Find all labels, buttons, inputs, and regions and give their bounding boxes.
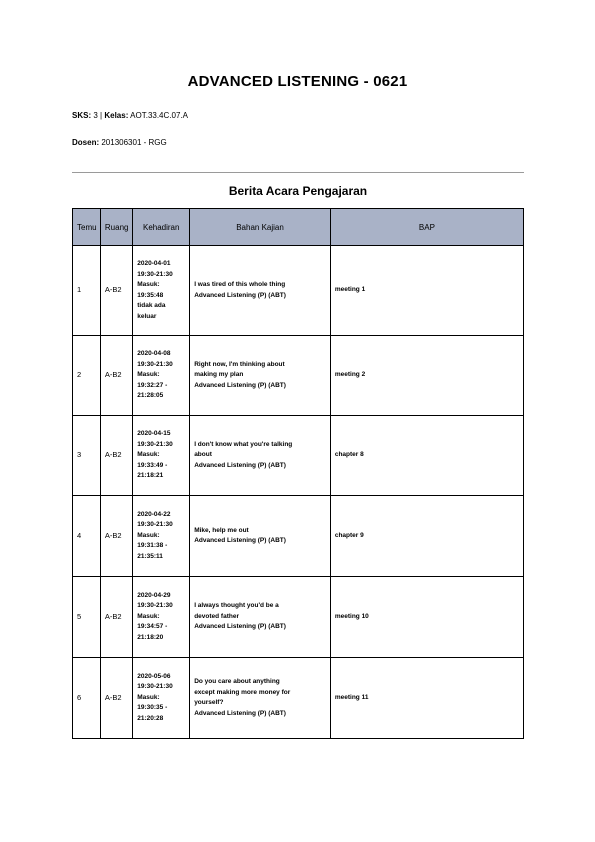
cell-bahan-kajian-line: Advanced Listening (P) (ABT) — [194, 623, 286, 631]
table-row — [73, 496, 524, 577]
cell-kehadiran-line: 21:35:11 — [137, 552, 163, 560]
cell-bap: chapter 8 — [330, 416, 523, 496]
cell-kehadiran — [133, 336, 190, 416]
cell-bahan-kajian-line: Advanced Listening (P) (ABT) — [194, 291, 286, 299]
cell-temu: 1 — [73, 246, 101, 336]
cell-ruang: A-B2 — [100, 336, 132, 416]
cell-kehadiran-line: 19:30:35 - — [137, 704, 168, 712]
cell-kehadiran — [133, 658, 190, 739]
info-separator: | — [100, 111, 103, 120]
cell-bahan-kajian-line: Mike, help me out — [194, 526, 249, 534]
cell-kehadiran-line: 19:34:57 - — [137, 623, 168, 631]
cell-kehadiran-line: keluar — [137, 312, 157, 320]
cell-temu: 5 — [73, 577, 101, 658]
cell-bahan-kajian-line: I was tired of this whole thing — [194, 281, 286, 288]
cell-bahan-kajian-line: I always thought you'd be a — [194, 602, 279, 610]
table-row — [73, 246, 524, 336]
cell-ruang: A-B2 — [100, 577, 132, 658]
dosen-label: Dosen: — [72, 138, 100, 147]
cell-kehadiran-line: 21:18:20 — [137, 633, 164, 641]
bap-table — [72, 208, 524, 739]
cell-bahan-kajian-line: Do you care about anything — [194, 678, 280, 685]
cell-bahan-kajian-line: Advanced Listening (P) (ABT) — [194, 537, 286, 544]
cell-kehadiran-line: 21:18:21 — [137, 472, 164, 480]
cell-ruang: A-B2 — [100, 416, 132, 496]
cell-bahan-kajian — [190, 496, 331, 577]
table-row — [73, 577, 524, 658]
cell-kehadiran-line: Masuk: — [137, 693, 160, 701]
column-header-bap: BAP — [330, 209, 523, 246]
cell-bap: chapter 9 — [330, 496, 523, 577]
kelas-label: Kelas: — [104, 111, 129, 120]
cell-kehadiran-line: 2020-05-06 — [137, 672, 171, 680]
page-title: ADVANCED LISTENING - 0621 — [187, 73, 408, 90]
table-row — [73, 416, 524, 496]
cell-kehadiran-line: 19:30-21:30 — [137, 440, 173, 448]
cell-bahan-kajian — [190, 416, 331, 496]
cell-kehadiran-line: Masuk: — [137, 612, 160, 620]
cell-bahan-kajian — [190, 336, 331, 416]
cell-bahan-kajian-line: Advanced Listening (P) (ABT) — [194, 381, 286, 389]
cell-ruang: A-B2 — [100, 246, 132, 336]
table-row — [73, 658, 524, 739]
cell-kehadiran-line: Masuk: — [137, 451, 160, 459]
cell-kehadiran — [133, 416, 190, 496]
column-header-kehadiran: Kehadiran — [133, 209, 190, 246]
cell-kehadiran-line: 2020-04-15 — [137, 430, 171, 438]
course-info — [72, 111, 188, 120]
table-body — [73, 246, 524, 739]
dosen-value: 201306301 - RGG — [101, 138, 167, 147]
cell-kehadiran-line: 19:31:38 - — [137, 542, 168, 550]
table-row — [73, 336, 524, 416]
cell-ruang: A-B2 — [100, 658, 132, 739]
cell-bahan-kajian-line: I don't know what you're talking — [194, 440, 293, 448]
cell-temu: 3 — [73, 416, 101, 496]
cell-kehadiran-line: 19:33:49 - — [137, 461, 168, 469]
cell-kehadiran — [133, 496, 190, 577]
cell-temu: 2 — [73, 336, 101, 416]
cell-kehadiran-line: Masuk: — [137, 281, 160, 288]
cell-bap: meeting 10 — [330, 577, 523, 658]
kelas-value: AOT.33.4C.07.A — [130, 111, 188, 120]
cell-temu: 6 — [73, 658, 101, 739]
cell-bahan-kajian — [190, 577, 331, 658]
cell-bahan-kajian-line: yourself? — [194, 699, 224, 706]
cell-kehadiran-line: 2020-04-01 — [137, 260, 171, 267]
lecturer-info — [72, 138, 167, 147]
cell-ruang: A-B2 — [100, 496, 132, 577]
cell-bahan-kajian-line: devoted father — [194, 612, 239, 620]
sks-label: SKS: — [72, 111, 92, 120]
cell-kehadiran-line: 2020-04-29 — [137, 591, 171, 599]
cell-bahan-kajian — [190, 658, 331, 739]
section-title: Berita Acara Pengajaran — [228, 184, 368, 198]
cell-kehadiran-line: 2020-04-08 — [137, 350, 171, 358]
cell-kehadiran-line: 2020-04-22 — [137, 510, 171, 518]
cell-kehadiran-line: 19:35:48 — [137, 291, 164, 299]
table-header-row — [73, 209, 524, 246]
cell-kehadiran-line: 19:32:27 - — [137, 381, 168, 389]
cell-bahan-kajian-line: making my plan — [194, 371, 244, 379]
column-header-temu: Temu — [73, 209, 101, 246]
cell-bap: meeting 1 — [330, 246, 523, 336]
cell-bahan-kajian-line: about — [194, 451, 212, 459]
cell-bap: meeting 11 — [330, 658, 523, 739]
cell-kehadiran-line: 19:30-21:30 — [137, 602, 173, 610]
cell-bap: meeting 2 — [330, 336, 523, 416]
column-header-ruang: Ruang — [100, 209, 132, 246]
column-header-bahan-kajian: Bahan Kajian — [190, 209, 331, 246]
cell-kehadiran — [133, 246, 190, 336]
cell-bahan-kajian — [190, 246, 331, 336]
cell-temu: 4 — [73, 496, 101, 577]
sks-value: 3 — [93, 111, 98, 120]
cell-kehadiran-line: tidak ada — [137, 302, 166, 309]
cell-kehadiran-line: 19:30-21:30 — [137, 270, 173, 278]
cell-kehadiran-line: Masuk: — [137, 531, 160, 539]
cell-kehadiran-line: 21:28:05 — [137, 392, 164, 400]
cell-bahan-kajian-line: Right now, I'm thinking about — [194, 360, 285, 368]
cell-kehadiran-line: 19:30-21:30 — [137, 521, 173, 529]
cell-kehadiran-line: 21:20:28 — [137, 714, 164, 722]
divider — [72, 172, 524, 173]
cell-bahan-kajian-line: Advanced Listening (P) (ABT) — [194, 461, 286, 469]
cell-kehadiran — [133, 577, 190, 658]
cell-kehadiran-line: Masuk: — [137, 371, 160, 379]
cell-kehadiran-line: 19:30-21:30 — [137, 683, 173, 691]
cell-kehadiran-line: 19:30-21:30 — [137, 360, 173, 368]
cell-bahan-kajian-line: Advanced Listening (P) (ABT) — [194, 709, 286, 717]
cell-bahan-kajian-line: except making more money for — [194, 688, 291, 696]
